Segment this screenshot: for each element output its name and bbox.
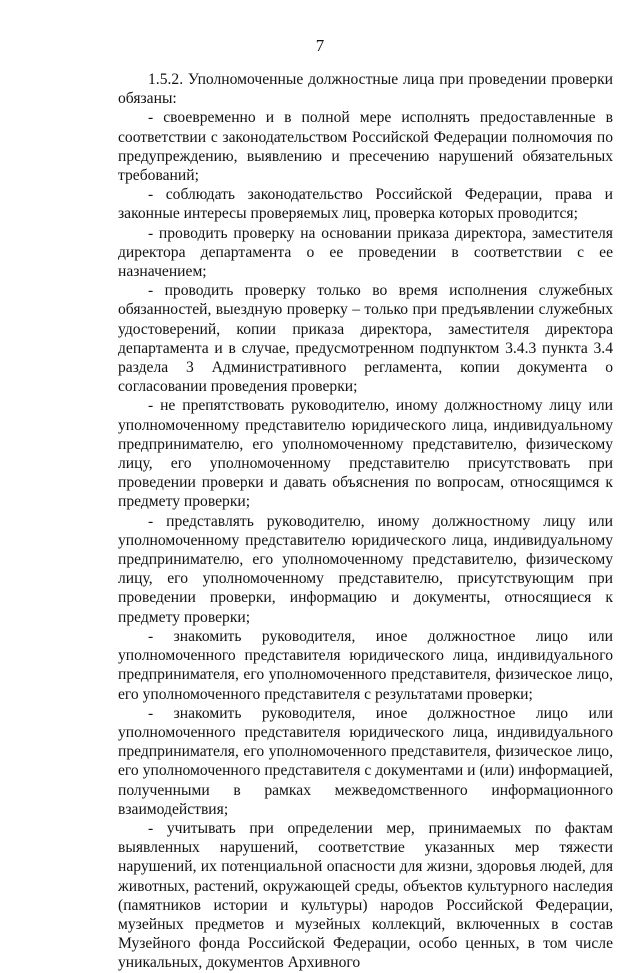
list-item-consider-measures: - учитывать при определении мер, принимаемых по фактам выявленных нарушений, соответствие указанных мер тяжести нарушений, их потенциальной опасности для жизни, здоровья людей, для животных, растений, окружающей среды, объектов культурного наследия (памятников истории и культуры) народов Российской Федерации, музейных предметов и музейных коллекций, включенных в состав Музейного фонда Российской Федерации, особо ценных, в том числе уникальных, документов Архивного (118, 819, 613, 972)
list-item-provide-information: - представлять руководителю, иному должностному лицу или уполномоченному представителю юридического лица, индивидуальному предпринимателю, его уполномоченному представителю, физическому лицу, его уполномоченному представителю, присутствующим при проведении проверки, информацию и документы, относящиеся к предмету проверки; (118, 512, 613, 626)
list-item-observe-legislation: - соблюдать законодательство Российской Федерации, права и законные интересы проверяемых лиц, проверка которых проводится; (118, 186, 613, 223)
page-number: 7 (315, 36, 325, 55)
list-item-inform-of-results: - знакомить руководителя, иное должностное лицо или уполномоченного представителя юридического лица, индивидуального предпринимателя, его уполномоченного представителя, физическое лицо, его уполномоченного представителя с результатами проверки; (118, 627, 613, 703)
list-item-inspection-during-duties: - проводить проверку только во время исполнения служебных обязанностей, выездную проверку – только при предъявлении служебных удостоверений, копии приказа директора, заместителя директора департамента и в случае, предусмотренном подпунктом 3.4.3 пункта 3.4 раздела 3 Административного регламента, копии документа о согласовании проведения проверки; (118, 282, 613, 396)
list-item-exercise-powers: - своевременно и в полной мере исполнять предоставленные в соответствии с законодательством Российской Федерации полномочия по предупреждению, выявлению и пресечению нарушений обязательных требований; (118, 109, 613, 185)
list-item-inform-of-documents: - знакомить руководителя, иное должностное лицо или уполномоченного представителя юридического лица, индивидуального предпринимателя, его уполномоченного представителя, физическое лицо, его уполномоченного представителя с документами и (или) информацией, полученными в рамках межведомственного информационного взаимодействия; (118, 704, 613, 818)
paragraph-1-5-2-heading: 1.5.2. Уполномоченные должностные лица при проведении проверки обязаны: (118, 71, 613, 108)
list-item-inspection-by-order: - проводить проверку на основании приказа директора, заместителя директора департамента о ее проведении в соответствии с ее назначением; (118, 224, 613, 281)
list-item-not-obstruct: - не препятствовать руководителю, иному должностному лицу или уполномоченному представителю юридического лица, индивидуальному предпринимателю, его уполномоченному представителю, физическому лицу, его уполномоченному представителю присутствовать при проведении проверки и давать объяснения по вопросам, относящимся к предмету проверки; (118, 397, 613, 511)
document-body (118, 70, 613, 973)
